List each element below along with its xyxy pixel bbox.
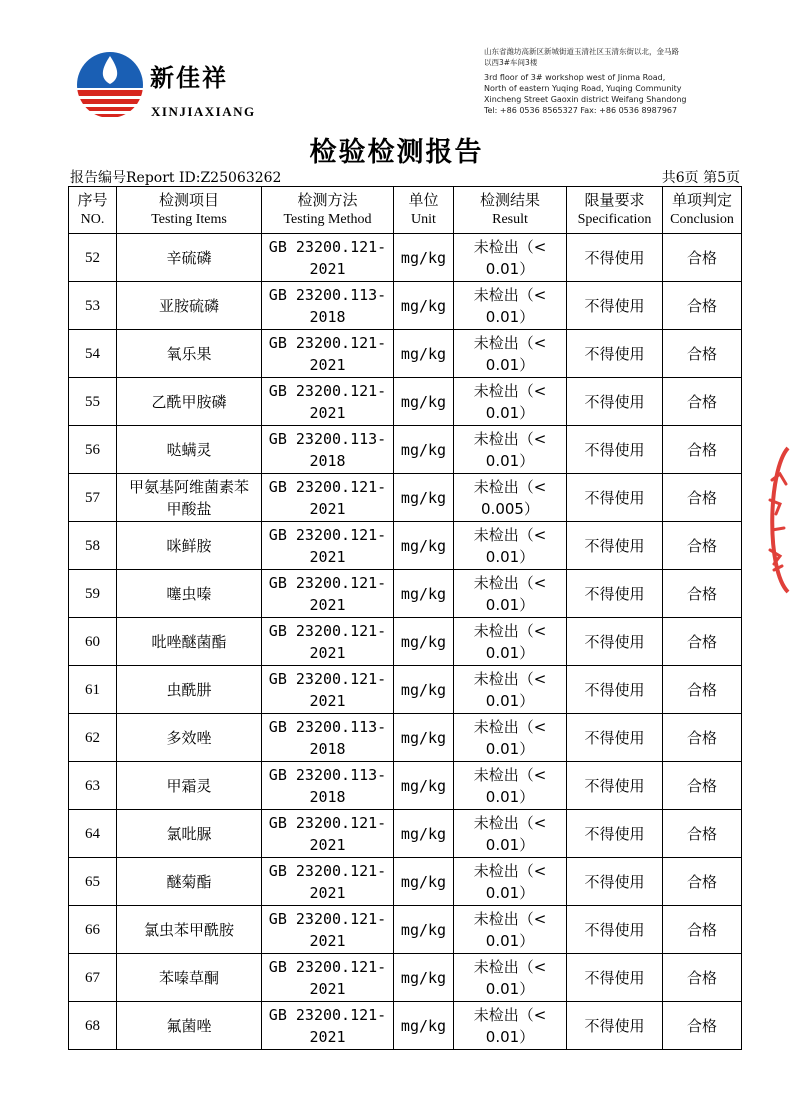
- testing-method-line: GB 23200.121-: [268, 909, 387, 928]
- specification-cell: 不得使用: [567, 618, 663, 666]
- table-row: [69, 474, 742, 522]
- testing-method-cell: [262, 954, 394, 1002]
- result-line: 未检出（<: [473, 717, 547, 736]
- unit-cell: mg/kg: [394, 618, 454, 666]
- result-cell: [454, 570, 567, 618]
- testing-method-line: GB 23200.121-: [268, 957, 387, 976]
- testing-method-line: 2021: [309, 835, 346, 854]
- specification-cell: 不得使用: [567, 906, 663, 954]
- testing-item-cell: 噻虫嗪: [117, 570, 262, 618]
- result-line: 未检出（<: [473, 237, 547, 256]
- testing-method-line: GB 23200.121-: [268, 861, 387, 880]
- table-row: [69, 714, 742, 762]
- unit-cell: mg/kg: [394, 762, 454, 810]
- column-header-en: Conclusion: [670, 212, 734, 227]
- result-line: 未检出（<: [473, 957, 547, 976]
- row-number-cell: 54: [69, 330, 117, 378]
- testing-item-line: 甲氨基阿维菌素苯: [128, 477, 249, 496]
- conclusion-cell: 合格: [663, 474, 742, 522]
- result-cell: [454, 330, 567, 378]
- specification-cell: 不得使用: [567, 810, 663, 858]
- result-line: 0.01）: [485, 547, 535, 566]
- testing-method-line: 2021: [309, 355, 346, 374]
- specification-cell: 不得使用: [567, 426, 663, 474]
- testing-method-line: GB 23200.121-: [268, 669, 387, 688]
- unit-cell: mg/kg: [394, 426, 454, 474]
- result-cell: [454, 426, 567, 474]
- row-number-cell: 59: [69, 570, 117, 618]
- testing-method-line: 2021: [309, 883, 346, 902]
- testing-method-line: 2021: [309, 979, 346, 998]
- result-cell: [454, 1002, 567, 1050]
- testing-method-line: 2021: [309, 547, 346, 566]
- result-line: 0.01）: [485, 931, 535, 950]
- unit-cell: mg/kg: [394, 714, 454, 762]
- result-line: 未检出（<: [473, 861, 547, 880]
- testing-method-line: 2021: [309, 259, 346, 278]
- table-row: [69, 282, 742, 330]
- result-line: 未检出（<: [473, 477, 547, 496]
- result-line: 未检出（<: [473, 1005, 547, 1024]
- result-line: 0.01）: [485, 403, 535, 422]
- result-line: 0.005）: [481, 499, 539, 518]
- column-header-en: NO.: [80, 212, 105, 227]
- specification-cell: 不得使用: [567, 954, 663, 1002]
- table-row: [69, 330, 742, 378]
- result-line: 未检出（<: [473, 285, 547, 304]
- testing-method-cell: [262, 906, 394, 954]
- column-header-en: Testing Method: [283, 212, 372, 227]
- unit-cell: mg/kg: [394, 906, 454, 954]
- table-header-row: [69, 187, 742, 234]
- result-line: 0.01）: [485, 883, 535, 902]
- testing-method-line: GB 23200.121-: [268, 525, 387, 544]
- result-line: 未检出（<: [473, 669, 547, 688]
- unit-cell: mg/kg: [394, 234, 454, 282]
- specification-cell: 不得使用: [567, 714, 663, 762]
- testing-item-cell: [117, 474, 262, 522]
- table-row: [69, 666, 742, 714]
- column-header-cn: 检测方法: [297, 191, 358, 209]
- testing-method-cell: [262, 666, 394, 714]
- column-header-cn: 单项判定: [671, 191, 732, 209]
- row-number-cell: 66: [69, 906, 117, 954]
- result-line: 未检出（<: [473, 765, 547, 784]
- result-cell: [454, 474, 567, 522]
- table-row: [69, 810, 742, 858]
- specification-cell: 不得使用: [567, 378, 663, 426]
- testing-item-cell: 多效唑: [117, 714, 262, 762]
- testing-item-cell: 氟菌唑: [117, 1002, 262, 1050]
- company-logo-icon: [75, 50, 145, 120]
- conclusion-cell: 合格: [663, 522, 742, 570]
- column-header-en: Result: [492, 212, 528, 227]
- row-number-cell: 53: [69, 282, 117, 330]
- row-number-cell: 61: [69, 666, 117, 714]
- testing-item-cell: 哒螨灵: [117, 426, 262, 474]
- testing-method-line: 2021: [309, 595, 346, 614]
- unit-cell: mg/kg: [394, 330, 454, 378]
- result-cell: [454, 282, 567, 330]
- result-line: 未检出（<: [473, 621, 547, 640]
- table-body: [69, 234, 742, 1050]
- unit-cell: mg/kg: [394, 378, 454, 426]
- column-header: [69, 187, 117, 234]
- unit-cell: mg/kg: [394, 570, 454, 618]
- conclusion-cell: 合格: [663, 714, 742, 762]
- result-line: 0.01）: [485, 691, 535, 710]
- conclusion-cell: 合格: [663, 330, 742, 378]
- result-line: 0.01）: [485, 451, 535, 470]
- column-header: [567, 187, 663, 234]
- unit-cell: mg/kg: [394, 474, 454, 522]
- column-header: [394, 187, 454, 234]
- testing-method-line: 2021: [309, 931, 346, 950]
- table-row: [69, 858, 742, 906]
- row-number-cell: 60: [69, 618, 117, 666]
- testing-method-line: GB 23200.113-: [268, 765, 387, 784]
- column-header-cn: 限量要求: [584, 191, 645, 209]
- unit-cell: mg/kg: [394, 810, 454, 858]
- testing-method-line: GB 23200.113-: [268, 429, 387, 448]
- conclusion-cell: 合格: [663, 810, 742, 858]
- result-line: 未检出（<: [473, 381, 547, 400]
- testing-method-cell: [262, 762, 394, 810]
- conclusion-cell: 合格: [663, 906, 742, 954]
- result-cell: [454, 906, 567, 954]
- conclusion-cell: 合格: [663, 378, 742, 426]
- table-row: [69, 762, 742, 810]
- result-line: 未检出（<: [473, 573, 547, 592]
- testing-method-cell: [262, 282, 394, 330]
- contact-line: Tel: +86 0536 8565327 Fax: +86 0536 8987967: [484, 106, 678, 115]
- testing-item-cell: 氧乐果: [117, 330, 262, 378]
- testing-item-cell: 咪鲜胺: [117, 522, 262, 570]
- testing-method-cell: [262, 234, 394, 282]
- testing-method-line: GB 23200.121-: [268, 477, 387, 496]
- testing-method-line: GB 23200.121-: [268, 1005, 387, 1024]
- specification-cell: 不得使用: [567, 666, 663, 714]
- row-number-cell: 67: [69, 954, 117, 1002]
- column-header: [663, 187, 742, 234]
- testing-item-cell: 甲霜灵: [117, 762, 262, 810]
- testing-item-cell: 醚菊酯: [117, 858, 262, 906]
- result-cell: [454, 378, 567, 426]
- table-row: [69, 954, 742, 1002]
- company-address: [484, 46, 774, 116]
- specification-cell: 不得使用: [567, 570, 663, 618]
- result-line: 0.01）: [485, 739, 535, 758]
- unit-cell: mg/kg: [394, 858, 454, 906]
- testing-method-line: 2021: [309, 643, 346, 662]
- testing-method-cell: [262, 1002, 394, 1050]
- specification-cell: 不得使用: [567, 330, 663, 378]
- result-line: 0.01）: [485, 643, 535, 662]
- results-table: [68, 186, 742, 1050]
- testing-method-line: 2021: [309, 1027, 346, 1046]
- column-header-en: Specification: [577, 212, 652, 227]
- specification-cell: 不得使用: [567, 474, 663, 522]
- testing-method-cell: [262, 858, 394, 906]
- result-cell: [454, 714, 567, 762]
- result-line: 未检出（<: [473, 429, 547, 448]
- testing-method-line: GB 23200.121-: [268, 813, 387, 832]
- address-en-line: North of eastern Yuqing Road, Yuqing Community: [484, 84, 682, 93]
- unit-cell: mg/kg: [394, 666, 454, 714]
- result-cell: [454, 954, 567, 1002]
- conclusion-cell: 合格: [663, 426, 742, 474]
- row-number-cell: 68: [69, 1002, 117, 1050]
- testing-item-cell: 氯吡脲: [117, 810, 262, 858]
- row-number-cell: 55: [69, 378, 117, 426]
- specification-cell: 不得使用: [567, 1002, 663, 1050]
- seal-stamp-icon: [758, 440, 793, 600]
- testing-item-cell: 乙酰甲胺磷: [117, 378, 262, 426]
- testing-method-cell: [262, 474, 394, 522]
- column-header: [454, 187, 567, 234]
- testing-item-cell: 亚胺硫磷: [117, 282, 262, 330]
- testing-method-cell: [262, 330, 394, 378]
- testing-method-cell: [262, 810, 394, 858]
- address-en-line: Xincheng Street Gaoxin district Weifang Shandong: [484, 95, 687, 104]
- testing-method-cell: [262, 522, 394, 570]
- conclusion-cell: 合格: [663, 570, 742, 618]
- testing-method-cell: [262, 714, 394, 762]
- column-header-cn: 检测项目: [158, 191, 219, 209]
- table-row: [69, 1002, 742, 1050]
- specification-cell: 不得使用: [567, 858, 663, 906]
- conclusion-cell: 合格: [663, 858, 742, 906]
- result-cell: [454, 234, 567, 282]
- address-cn-line: 山东省潍坊高新区新城街道玉清社区玉清东街以北，金马路: [484, 47, 679, 56]
- unit-cell: mg/kg: [394, 522, 454, 570]
- result-line: 0.01）: [485, 595, 535, 614]
- row-number-cell: 65: [69, 858, 117, 906]
- result-line: 未检出（<: [473, 525, 547, 544]
- row-number-cell: 57: [69, 474, 117, 522]
- testing-method-line: 2018: [309, 739, 346, 758]
- testing-item-cell: 吡唑醚菌酯: [117, 618, 262, 666]
- column-header-en: Unit: [411, 212, 436, 227]
- testing-item-cell: 辛硫磷: [117, 234, 262, 282]
- row-number-cell: 56: [69, 426, 117, 474]
- conclusion-cell: 合格: [663, 666, 742, 714]
- column-header: [262, 187, 394, 234]
- result-line: 0.01）: [485, 979, 535, 998]
- column-header-cn: 检测结果: [479, 191, 540, 209]
- result-line: 0.01）: [485, 307, 535, 326]
- row-number-cell: 64: [69, 810, 117, 858]
- testing-method-line: GB 23200.121-: [268, 333, 387, 352]
- result-cell: [454, 810, 567, 858]
- conclusion-cell: 合格: [663, 1002, 742, 1050]
- column-header-cn: 单位: [408, 191, 439, 209]
- testing-item-cell: 氯虫苯甲酰胺: [117, 906, 262, 954]
- address-en-line: 3rd floor of 3# workshop west of Jinma Road,: [484, 73, 666, 82]
- testing-method-line: GB 23200.113-: [268, 717, 387, 736]
- result-cell: [454, 522, 567, 570]
- table-row: [69, 522, 742, 570]
- result-line: 未检出（<: [473, 909, 547, 928]
- testing-method-cell: [262, 378, 394, 426]
- table-row: [69, 426, 742, 474]
- testing-method-line: 2018: [309, 451, 346, 470]
- specification-cell: 不得使用: [567, 282, 663, 330]
- testing-method-line: 2018: [309, 307, 346, 326]
- specification-cell: 不得使用: [567, 522, 663, 570]
- testing-method-line: GB 23200.113-: [268, 285, 387, 304]
- testing-method-line: 2021: [309, 403, 346, 422]
- result-line: 0.01）: [485, 1027, 535, 1046]
- table-row: [69, 234, 742, 282]
- row-number-cell: 58: [69, 522, 117, 570]
- testing-item-cell: 苯嗪草酮: [117, 954, 262, 1002]
- conclusion-cell: 合格: [663, 762, 742, 810]
- column-header-cn: 序号: [77, 191, 108, 209]
- result-line: 0.01）: [485, 787, 535, 806]
- column-header-en: Testing Items: [151, 212, 227, 227]
- table-row: [69, 378, 742, 426]
- result-cell: [454, 762, 567, 810]
- specification-cell: 不得使用: [567, 234, 663, 282]
- brand-name-en: XINJIAXIANG: [151, 104, 256, 119]
- result-cell: [454, 618, 567, 666]
- page-number: 共6页 第5页: [661, 170, 740, 186]
- testing-method-line: GB 23200.121-: [268, 237, 387, 256]
- result-line: 0.01）: [485, 259, 535, 278]
- testing-method-line: 2021: [309, 499, 346, 518]
- testing-method-line: GB 23200.121-: [268, 381, 387, 400]
- result-line: 未检出（<: [473, 813, 547, 832]
- result-cell: [454, 666, 567, 714]
- conclusion-cell: 合格: [663, 282, 742, 330]
- testing-item-cell: 虫酰肼: [117, 666, 262, 714]
- testing-item-line: 甲酸盐: [166, 499, 212, 518]
- row-number-cell: 52: [69, 234, 117, 282]
- table-row: [69, 906, 742, 954]
- testing-method-cell: [262, 618, 394, 666]
- report-id: 报告编号Report ID:Z25063262: [70, 170, 282, 186]
- testing-method-line: 2018: [309, 787, 346, 806]
- testing-method-line: GB 23200.121-: [268, 621, 387, 640]
- specification-cell: 不得使用: [567, 762, 663, 810]
- unit-cell: mg/kg: [394, 282, 454, 330]
- result-line: 0.01）: [485, 355, 535, 374]
- testing-method-line: 2021: [309, 691, 346, 710]
- page-title: 检验检测报告: [309, 137, 484, 168]
- conclusion-cell: 合格: [663, 954, 742, 1002]
- table-row: [69, 570, 742, 618]
- row-number-cell: 63: [69, 762, 117, 810]
- unit-cell: mg/kg: [394, 954, 454, 1002]
- conclusion-cell: 合格: [663, 618, 742, 666]
- table-row: [69, 618, 742, 666]
- result-cell: [454, 858, 567, 906]
- result-line: 0.01）: [485, 835, 535, 854]
- testing-method-line: GB 23200.121-: [268, 573, 387, 592]
- result-line: 未检出（<: [473, 333, 547, 352]
- conclusion-cell: 合格: [663, 234, 742, 282]
- testing-method-cell: [262, 570, 394, 618]
- brand-name-cn: 新佳祥: [150, 64, 228, 92]
- row-number-cell: 62: [69, 714, 117, 762]
- column-header: [117, 187, 262, 234]
- address-cn-line: 以西3#车间3楼: [484, 58, 538, 67]
- testing-method-cell: [262, 426, 394, 474]
- unit-cell: mg/kg: [394, 1002, 454, 1050]
